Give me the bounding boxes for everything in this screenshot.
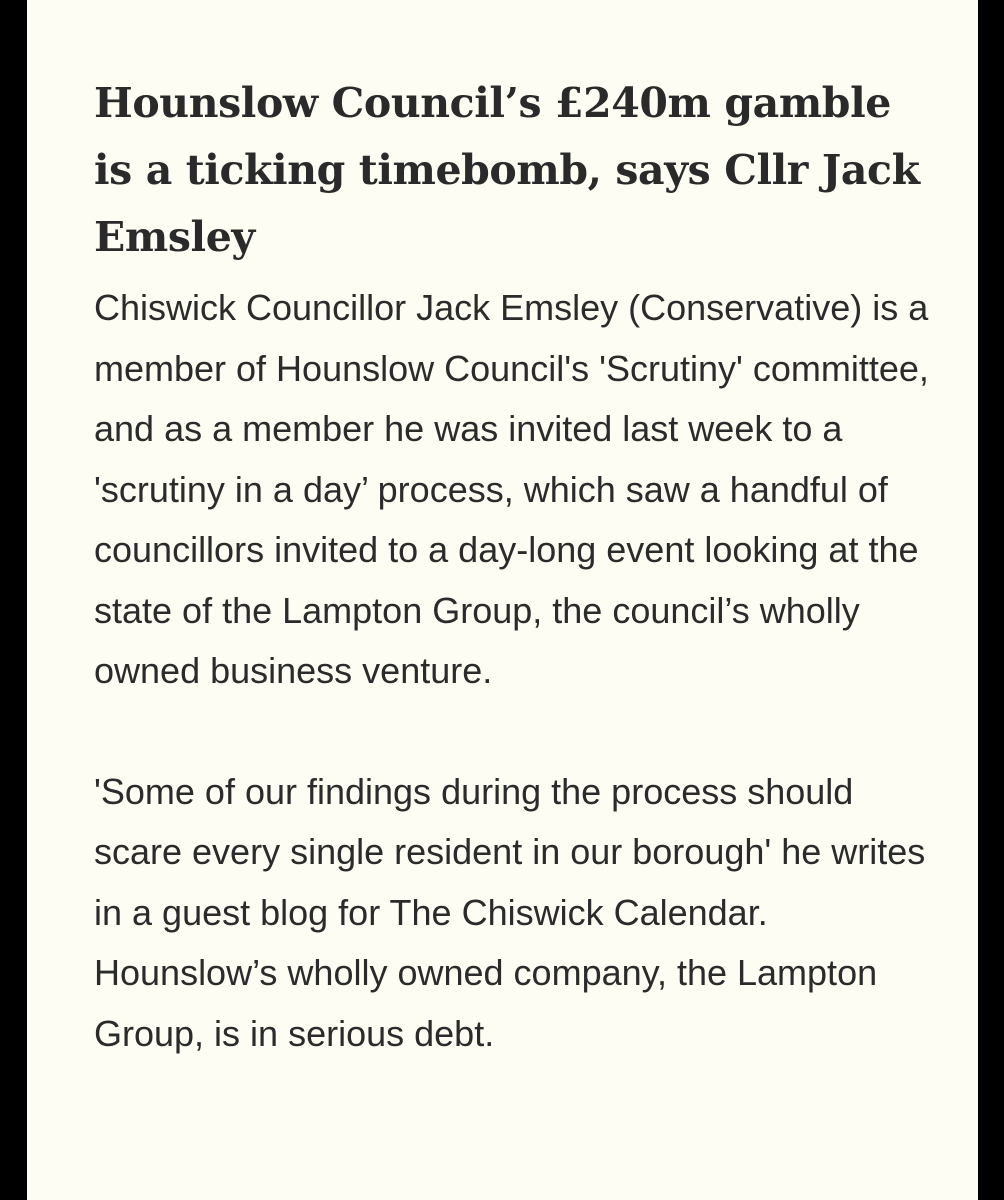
article-headline: Hounslow Council’s £240m gamble is a ticking timebomb, says Cllr Jack Emsley [94, 79, 920, 261]
article-paragraph: Chiswick Councillor Jack Emsley (Conservative) is a member of Hounslow Council's 'Scrutiny' committee, and as a member he was invited last week to a 'scrutiny in a day’ process, which saw a handful of councillors invited to a day-long event looking at the state of the Lampton Group, the council’s wholly owned business venture. [94, 287, 929, 691]
article-paragraph: 'Some of our findings during the process should scare every single resident in our borough' he writes in a guest blog for The Chiswick Calendar. Hounslow’s wholly owned company, the Lampton Group, is in serious debt. [94, 770, 926, 1054]
article-page [27, 0, 978, 1200]
article-content [94, 70, 934, 1064]
